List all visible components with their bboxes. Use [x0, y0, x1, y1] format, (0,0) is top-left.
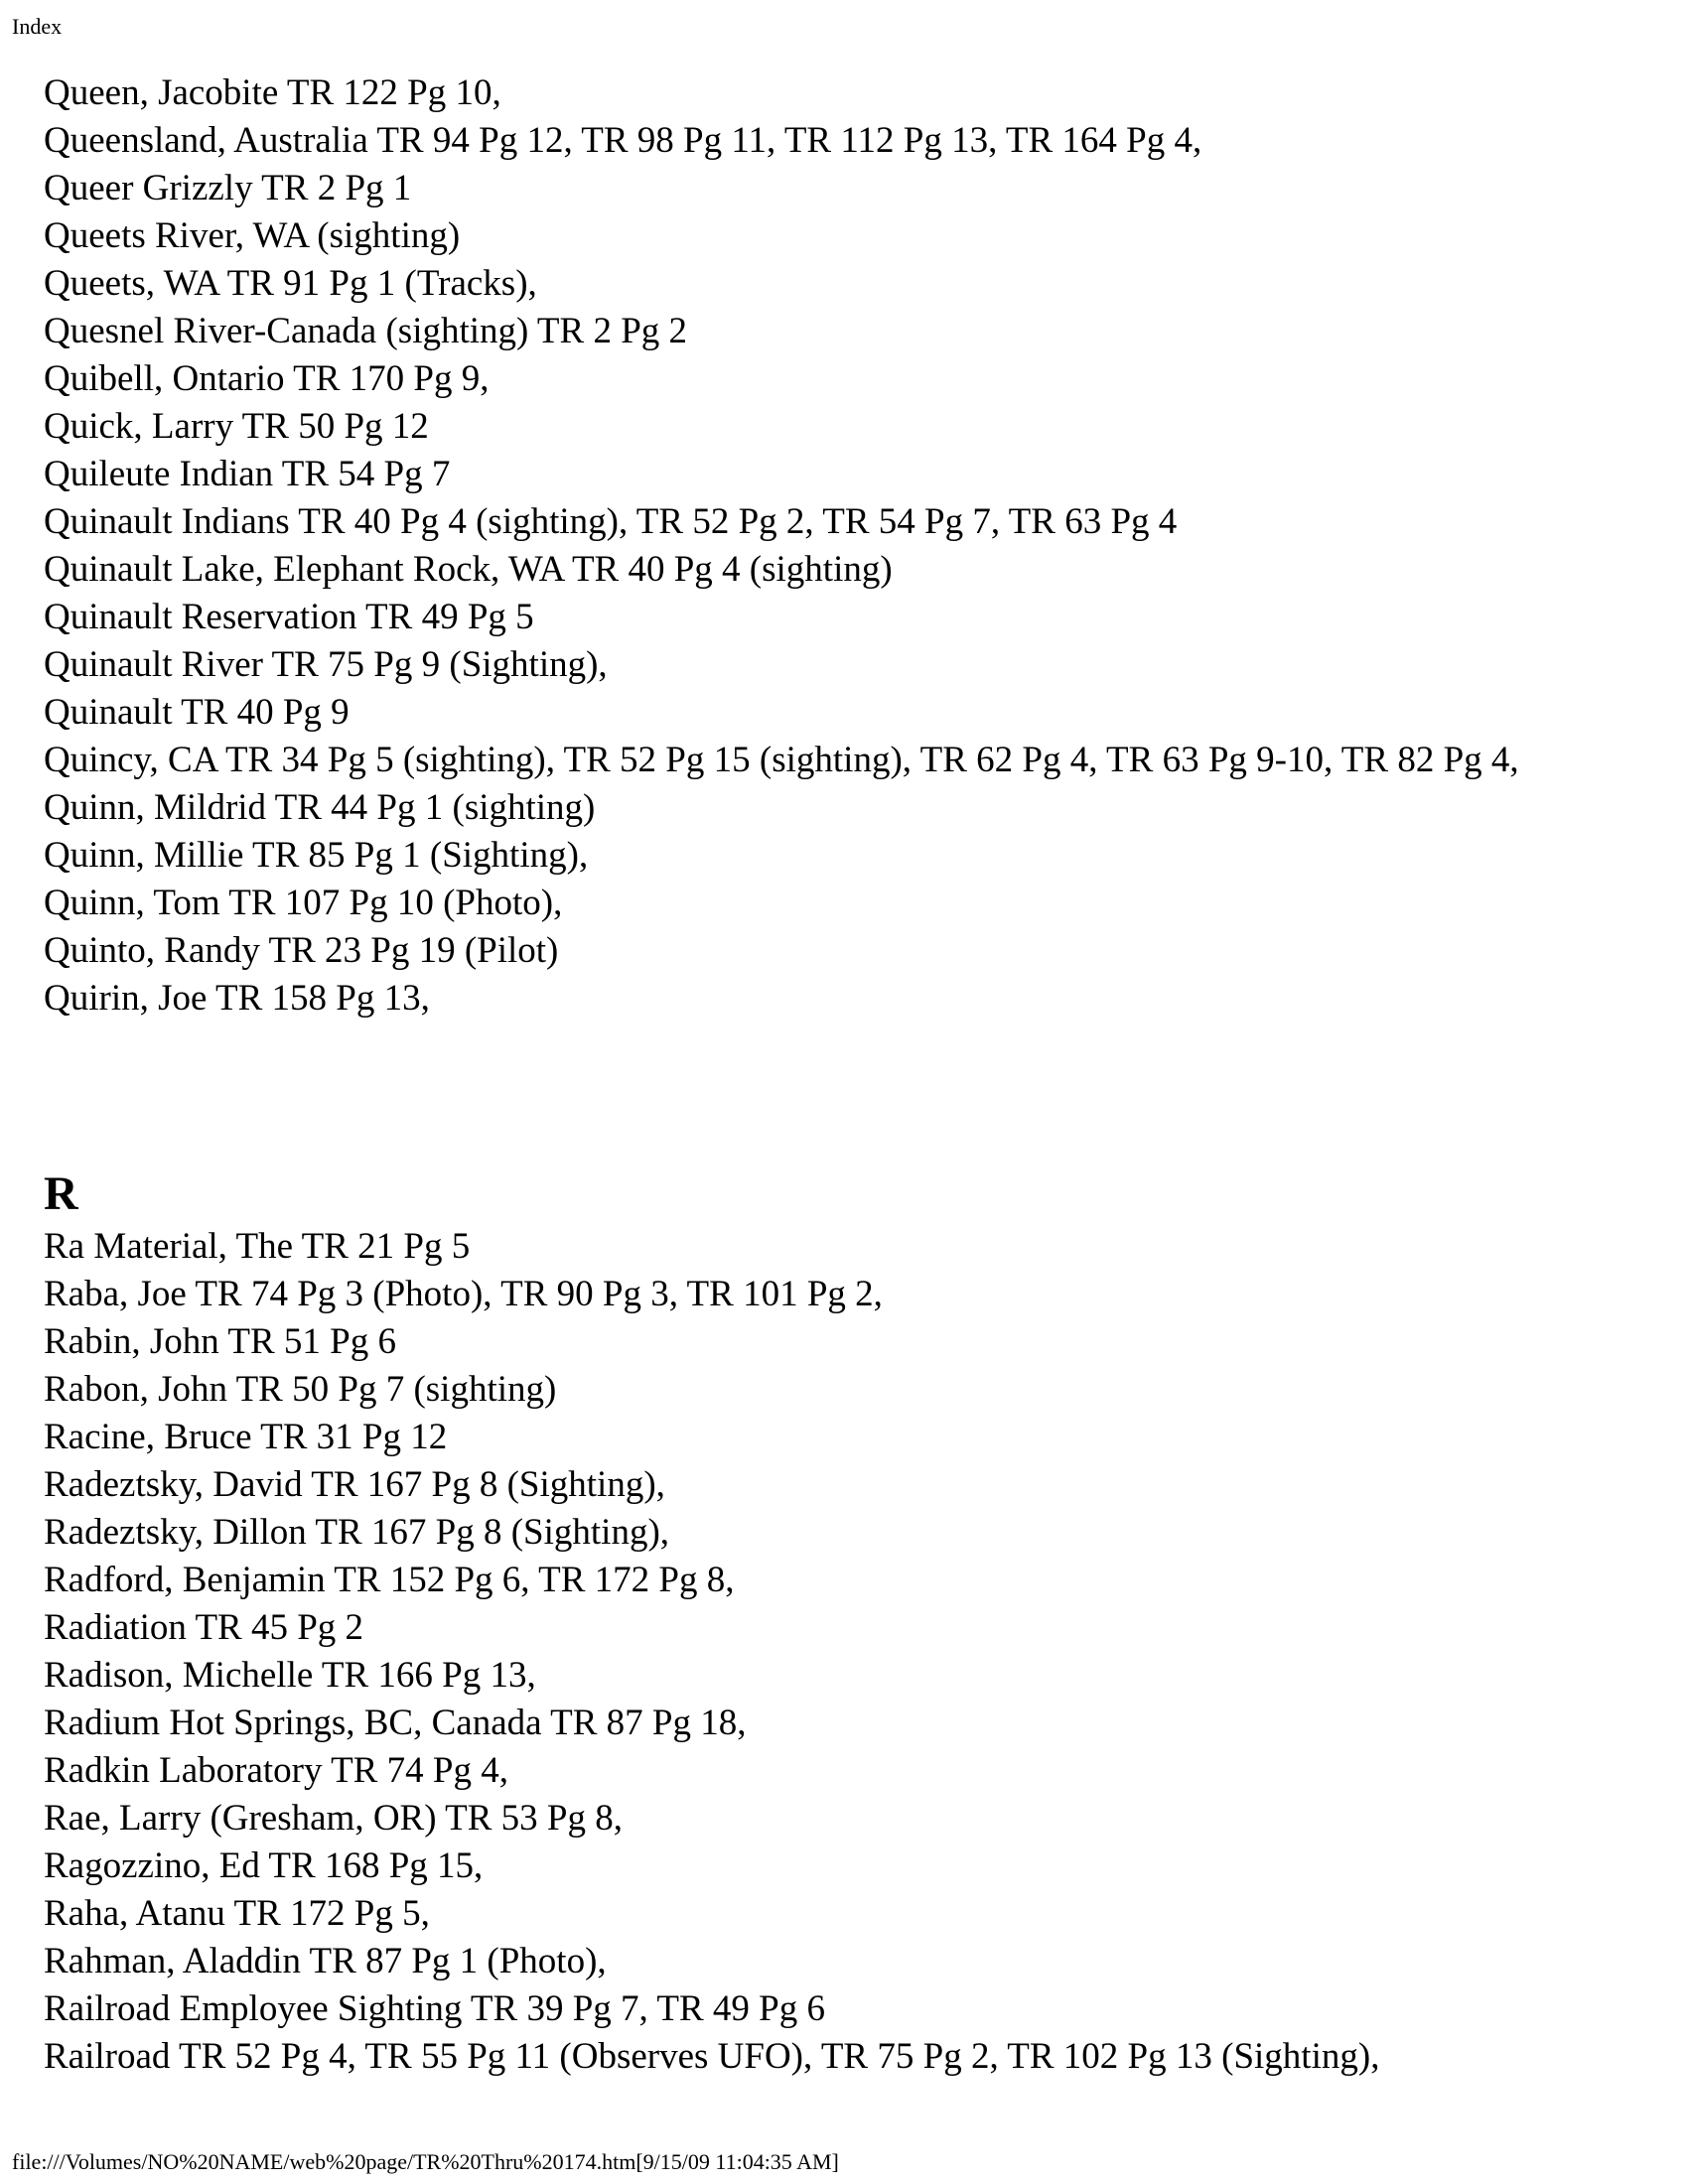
- index-entry: Quibell, Ontario TR 170 Pg 9,: [44, 358, 490, 399]
- index-entry: Radiation TR 45 Pg 2: [44, 1607, 364, 1648]
- index-entry: Queer Grizzly TR 2 Pg 1: [44, 168, 412, 208]
- index-entry: Radeztsky, David TR 167 Pg 8 (Sighting),: [44, 1464, 665, 1505]
- index-entry: Quinault TR 40 Pg 9: [44, 692, 350, 733]
- index-entry: Quinault Indians TR 40 Pg 4 (sighting), TR 52 Pg 2, TR 54 Pg 7, TR 63 Pg 4: [44, 501, 1178, 542]
- page-header-title: Index: [12, 14, 63, 39]
- index-entry: Ragozzino, Ed TR 168 Pg 15,: [44, 1845, 484, 1886]
- index-entry: Quinto, Randy TR 23 Pg 19 (Pilot): [44, 930, 559, 971]
- index-entry: Rabin, John TR 51 Pg 6: [44, 1321, 396, 1362]
- index-entry: Quinn, Mildrid TR 44 Pg 1 (sighting): [44, 787, 596, 828]
- index-entry: Quesnel River-Canada (sighting) TR 2 Pg 2: [44, 311, 688, 351]
- index-entry: Quileute Indian TR 54 Pg 7: [44, 454, 451, 494]
- index-entry: Raha, Atanu TR 172 Pg 5,: [44, 1893, 430, 1934]
- index-entry: Radkin Laboratory TR 74 Pg 4,: [44, 1750, 508, 1791]
- index-entry: Queensland, Australia TR 94 Pg 12, TR 98 Pg 11, TR 112 Pg 13, TR 164 Pg 4,: [44, 120, 1202, 161]
- index-entry: Radison, Michelle TR 166 Pg 13,: [44, 1655, 536, 1696]
- index-entry: Quick, Larry TR 50 Pg 12: [44, 406, 429, 447]
- index-entry: Radium Hot Springs, BC, Canada TR 87 Pg 18,: [44, 1703, 747, 1743]
- index-entry: Railroad TR 52 Pg 4, TR 55 Pg 11 (Observes UFO), TR 75 Pg 2, TR 102 Pg 13 (Sighting),: [44, 2036, 1380, 2077]
- index-entry: Quinault Reservation TR 49 Pg 5: [44, 597, 534, 637]
- index-entry: Queen, Jacobite TR 122 Pg 10,: [44, 72, 501, 113]
- index-entry: Queets River, WA (sighting): [44, 215, 461, 256]
- index-entry: Rae, Larry (Gresham, OR) TR 53 Pg 8,: [44, 1798, 623, 1839]
- page-footer-url: file:///Volumes/NO%20NAME/web%20page/TR%20Thru%20174.htm[9/15/09 11:04:35 AM]: [12, 2149, 839, 2174]
- section-heading-r: R: [44, 1167, 78, 1220]
- index-entry: Rabon, John TR 50 Pg 7 (sighting): [44, 1369, 557, 1410]
- index-entry: Quinn, Tom TR 107 Pg 10 (Photo),: [44, 883, 563, 923]
- index-entry: Radeztsky, Dillon TR 167 Pg 8 (Sighting),: [44, 1512, 670, 1553]
- index-entry: Rahman, Aladdin TR 87 Pg 1 (Photo),: [44, 1941, 607, 1981]
- index-entry: Ra Material, The TR 21 Pg 5: [44, 1226, 471, 1267]
- index-entry: Quinault River TR 75 Pg 9 (Sighting),: [44, 644, 608, 685]
- index-entry: Queets, WA TR 91 Pg 1 (Tracks),: [44, 263, 537, 304]
- index-list-r: [44, 1223, 1652, 2081]
- index-entry: Quirin, Joe TR 158 Pg 13,: [44, 978, 430, 1019]
- index-entry: Racine, Bruce TR 31 Pg 12: [44, 1417, 448, 1457]
- index-entry: Quinault Lake, Elephant Rock, WA TR 40 Pg 4 (sighting): [44, 549, 893, 590]
- index-entry: Quinn, Millie TR 85 Pg 1 (Sighting),: [44, 835, 589, 876]
- index-entry: Radford, Benjamin TR 152 Pg 6, TR 172 Pg 8,: [44, 1560, 735, 1600]
- index-entry: Railroad Employee Sighting TR 39 Pg 7, TR 49 Pg 6: [44, 1988, 825, 2029]
- index-list-q: [44, 69, 1652, 1023]
- index-entry: Raba, Joe TR 74 Pg 3 (Photo), TR 90 Pg 3, TR 101 Pg 2,: [44, 1274, 883, 1314]
- index-entry: Quincy, CA TR 34 Pg 5 (sighting), TR 52 Pg 15 (sighting), TR 62 Pg 4, TR 63 Pg 9-10, TR 82 Pg 4,: [44, 740, 1519, 780]
